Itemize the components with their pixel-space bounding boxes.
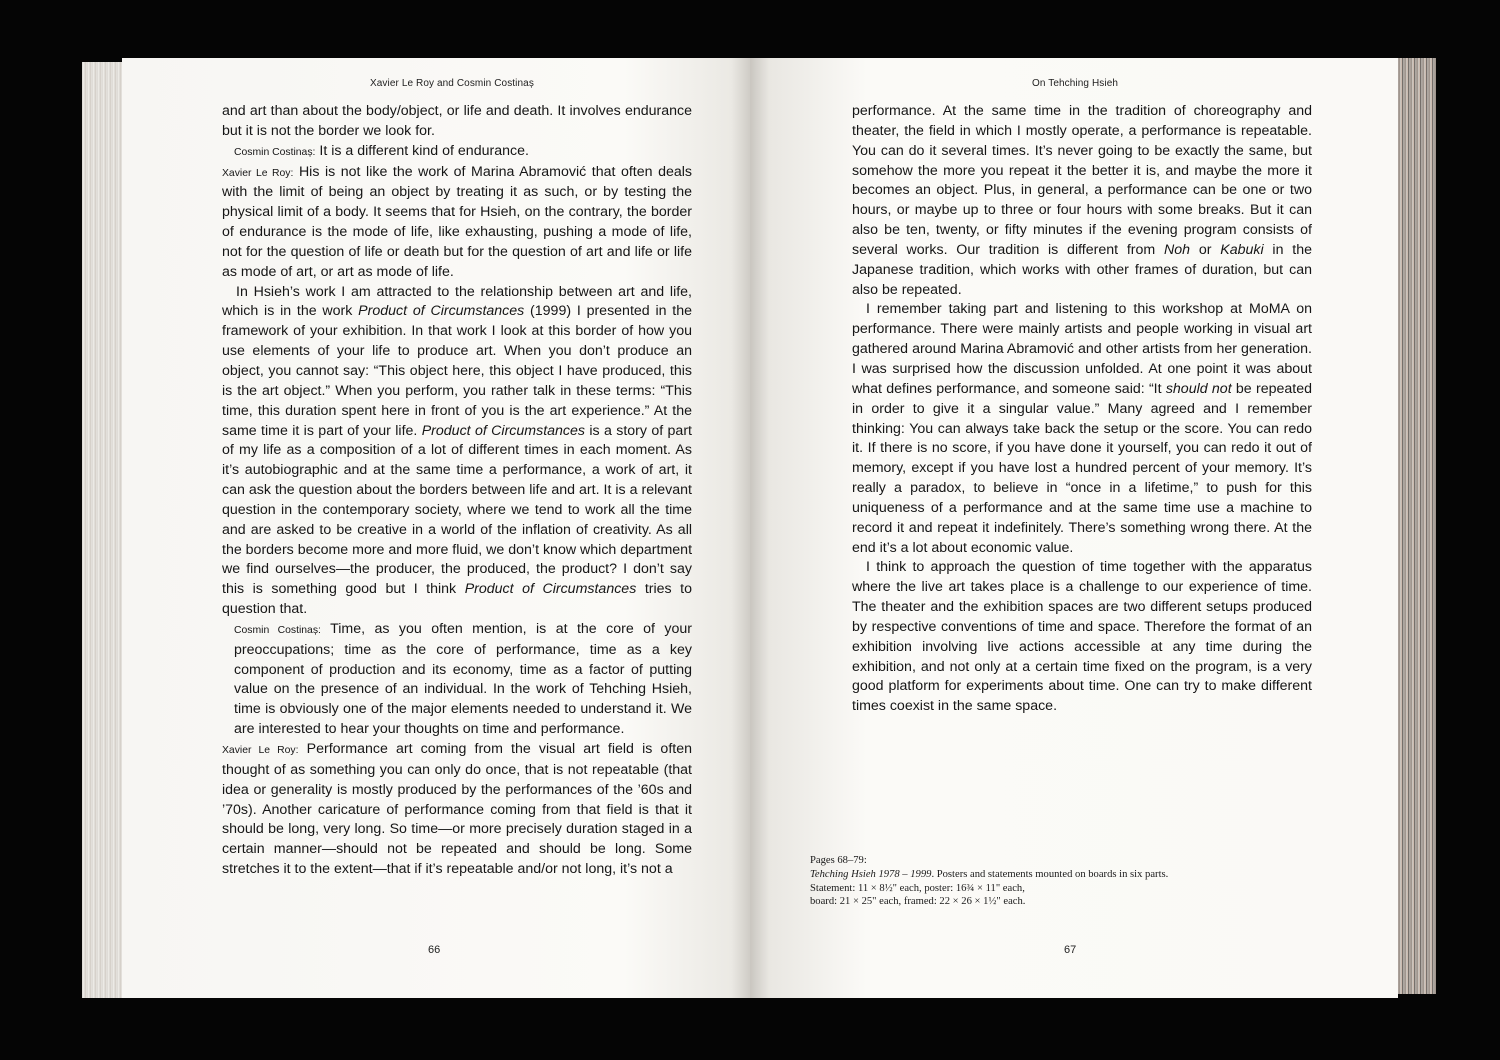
left-page-edges — [82, 62, 126, 998]
speaker-name: Cosmin Costinaș: — [234, 624, 321, 636]
paragraph — [852, 102, 1312, 300]
speaker-name: Cosmin Costinaș: — [234, 146, 316, 158]
right-page — [750, 58, 1398, 998]
image-caption — [810, 854, 1280, 909]
paragraph — [222, 283, 692, 620]
caption-line — [810, 868, 1280, 882]
text-run: His is not like the work of Marina Abramović that often deals with the limit of being an object by treating it as such, or by testing the physical limit of a body. It seems that for Hsieh, on the contrary, the border of endurance is the mode of life, like exhausting, pushing a mode of life, not for the question of life or death but for the question of art and life or life as mode of art, or art as mode of life. — [222, 163, 692, 280]
text-run: Time, as you often mention, is at the core of your preoccupations; time as the core of performance, time as a key component of production and its economy, time as a factor of putting value on the presence of an individual. In the work of Tehching Hsieh, time is obviously one of the major elements needed to understand it. We are interested to hear your thoughts on time and performance. — [234, 620, 693, 738]
italic-title: Product of Circumstances — [421, 422, 585, 439]
paragraph — [852, 300, 1312, 558]
text-run: be repeated in order to give it a singular value.” Many agreed and I remember thinking: You can always take back the setup or the score. You can redo it. If there is no score, if you have done it yourself, you can redo it out of memory, except if you have lost a hundred percent of your memory. It’s really a paradox, to believe in “once in a lifetime,” to push for this uniqueness of a performance and at the same time use a machine to record it and repeat it indefinitely. There’s something wrong there. At the end it’s a lot about economic value. — [852, 380, 1312, 556]
text-run: and art than about the body/object, or life and death. It involves endurance but it is not the border we look for. — [222, 103, 692, 139]
page-number-right: 67 — [1064, 944, 1077, 956]
text-run: Performance art coming from the visual art field is often thought of as something you can only do once, that is not repeatable (that idea or generality is mostly produced by the performances of the ’60s and ’70s). Another caricature of performance coming from that field is that it should be long, very long. So time—or more precisely duration staged in a certain manner—should not be repeated and should be long. Some stretches it to the extent—that if it’s repeatable and/or not long, it’s not a — [222, 741, 692, 878]
paragraph — [852, 558, 1312, 717]
right-body-text — [852, 102, 1312, 717]
text-run: In Hsieh’s work I am attracted to the relationship between art and life, which is in the work — [222, 283, 692, 320]
text-run: or — [1190, 241, 1221, 258]
caption-title: Tehching Hsieh 1978 – 1999 — [810, 868, 932, 880]
text-run: in the Japanese tradition, which works with other frames of duration, but can also be repeated. — [852, 241, 1312, 298]
italic-title: Product of Circumstances — [358, 303, 525, 320]
paragraph — [222, 740, 692, 880]
italic-title: Product of Circumstances — [464, 581, 637, 598]
text-run: It is a different kind of endurance. — [319, 142, 529, 159]
running-head-left: Xavier Le Roy and Cosmin Costinaș — [370, 78, 534, 89]
caption-line: board: 21 × 25" each, framed: 22 × 26 × 1½" each. — [810, 896, 1026, 908]
speaker-name: Xavier Le Roy: — [222, 167, 294, 179]
text-run: is a story of part of my life as a composition of a lot of different times in each moment. As it’s autobiographic and at the same time a performance, a work of art, it can ask the question about the borders between life and art. It is a relevant question in the contemporary society, where we tend to work all the time and are asked to be creative in a world of the inflation of creativity. As all the borders become more and more fluid, we don’t know which department we find ourselves—the producer, the produced, the product? I don’t say this is something good but I think — [222, 422, 693, 598]
caption-text: . Posters and statements mounted on boards in six parts. — [931, 868, 1169, 880]
paragraph — [222, 102, 692, 142]
left-body-text — [222, 102, 692, 880]
paragraph — [222, 142, 692, 163]
text-run: I remember taking part and listening to this workshop at MoMA on performance. There were mainly artists and people working in visual art gathered around Marina Abramović and other artists from her generation. I was surprised how the discussion unfolded. At one point it was about what defines performance, and someone said: “It — [852, 301, 1312, 397]
page-number-left: 66 — [428, 944, 441, 956]
text-run: performance. At the same time in the tradition of choreography and theater, the field in which I mostly operate, a performance is repeatable. You can do it several times. It’s never going to be exactly the same, but somehow the more you repeat it the better it is, and maybe the more it becomes an object. Plus, in general, a performance can be one or two hours, or maybe up to three or four hours with some breaks. But it can also be ten, twenty, or fifty minutes if the evening program consists of several works. Our tradition is different from — [852, 103, 1312, 258]
running-head-right: On Tehching Hsieh — [1032, 78, 1119, 89]
caption-line: Statement: 11 × 8½" each, poster: 16¾ × 11" each, — [810, 882, 1025, 894]
text-run: I think to approach the question of time together with the apparatus where the live art takes place is a challenge to our experience of time. The theater and the exhibition spaces are two different setups produced by respective conventions of time and space. Therefore the format of an exhibition involving live actions accessible at any time during the exhibition, and not only at a certain time fixed on the program, is a very good platform for experiments about time. One can try to make different times coexist in the same space. — [852, 559, 1312, 715]
italic-title: Noh — [1164, 241, 1191, 258]
italic-title: Kabuki — [1220, 241, 1264, 258]
caption-line: Pages 68–79: — [810, 855, 867, 866]
italic-title: should not — [1165, 380, 1232, 397]
speaker-name: Xavier Le Roy: — [222, 745, 299, 756]
text-run: (1999) I presented in the framework of your exhibition. In that work I look at this border of how you use elements of your life to produce art. When you don’t produce an object, you cannot say: “This object here, this object I have produced, this is the art object.” When you perform, you rather talk in these terms: “This time, this duration spent here in front of you is the art experience.” At the same time it is part of your life. — [222, 303, 692, 439]
text-run: tries to question that. — [222, 581, 692, 618]
paragraph — [222, 620, 692, 740]
paragraph — [222, 163, 692, 283]
left-page — [122, 58, 750, 998]
